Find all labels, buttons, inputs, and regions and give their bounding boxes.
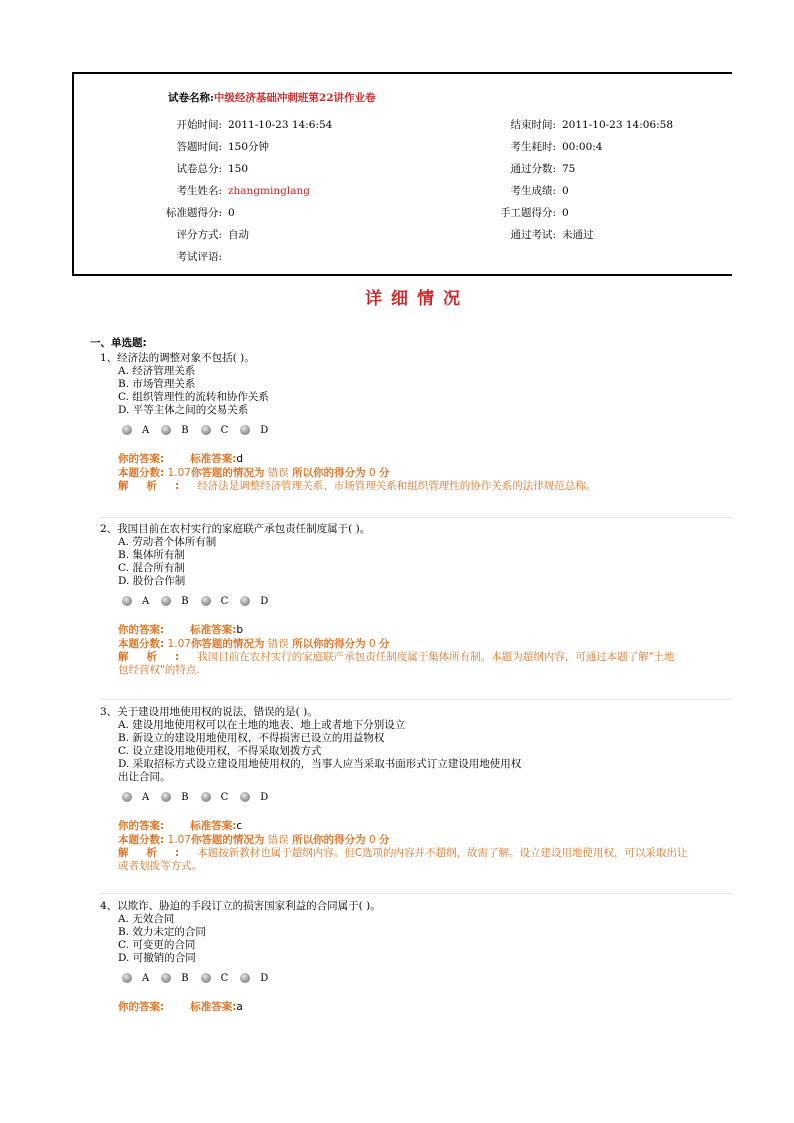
score-row <box>118 466 732 480</box>
answer-row <box>118 452 732 466</box>
score-status: 错误 <box>267 834 289 846</box>
std-answer-label: 标准答案: <box>190 820 237 832</box>
radio-letter: B <box>181 791 189 803</box>
question-option: B. 市场管理关系 <box>118 378 196 390</box>
your-answer-label: 你的答案: <box>118 453 165 465</box>
explanation-label: 解析: <box>118 651 198 663</box>
radio-letter: D <box>260 595 269 607</box>
question-option: A. 经济管理关系 <box>118 365 196 377</box>
std-answer-label: 标准答案: <box>190 624 237 636</box>
answer-row <box>118 623 732 637</box>
radio-letter: A <box>142 424 150 436</box>
score-got: 0 <box>368 834 376 846</box>
score-points: 1.07 <box>167 467 191 479</box>
explanation-line <box>118 651 732 664</box>
question-option: C. 可变更的合同 <box>118 939 196 951</box>
grade-label: 考生成绩: <box>510 185 556 197</box>
radio-button-d[interactable] <box>240 425 250 435</box>
answer-row <box>118 819 732 833</box>
passed-value: 未通过 <box>562 229 594 241</box>
radio-letter: C <box>220 424 229 436</box>
question-option: C. 设立建设用地使用权，不得采取划拨方式 <box>118 745 322 757</box>
radio-letter: A <box>142 972 150 984</box>
question-stem: 3、关于建设用地使用权的说法，错误的是( )。 <box>100 706 318 718</box>
used-label: 考生耗时: <box>510 141 556 153</box>
comment-label: 考试评语: <box>176 251 222 263</box>
question-option: D. 股份合作制 <box>118 575 186 587</box>
radio-letter: D <box>260 972 269 984</box>
question-stem: 2、我国目前在农村实行的家庭联产承包责任制度属于( )。 <box>100 523 371 535</box>
score-points: 1.07 <box>167 638 191 650</box>
method-label: 评分方式: <box>176 229 222 241</box>
question-item <box>100 706 732 873</box>
score-status: 错误 <box>267 638 289 650</box>
total-value: 150 <box>228 163 249 175</box>
question-option: D. 采取招标方式设立建设用地使用权的，当事人应当采取书面形式订立建设用地使用权 <box>118 758 522 770</box>
score-suffix: 所以你的得分为 <box>292 834 366 846</box>
detail-title: 详细情况 <box>365 289 469 309</box>
method-value: 自动 <box>228 229 249 241</box>
std-score-value: 0 <box>228 207 235 219</box>
radio-button-c[interactable] <box>201 792 211 802</box>
radio-letter: B <box>181 595 189 607</box>
question-divider <box>100 699 732 700</box>
radio-button-a[interactable] <box>122 596 132 606</box>
score-points: 1.07 <box>167 834 191 846</box>
answer-radio-group <box>122 422 732 438</box>
radio-button-b[interactable] <box>161 596 171 606</box>
manual-score-value: 0 <box>562 207 569 219</box>
score-got: 0 <box>368 467 376 479</box>
paper-name-label: 试卷名称: <box>168 92 214 104</box>
end-label: 结束时间: <box>510 119 556 131</box>
duration-label: 答题时间: <box>176 141 222 153</box>
radio-button-b[interactable] <box>161 973 171 983</box>
your-answer-label: 你的答案: <box>118 1001 165 1013</box>
std-answer-value: d <box>236 453 244 465</box>
paper-name-value: 中级经济基础冲刺班第22讲作业卷 <box>213 92 376 104</box>
score-row <box>118 637 732 651</box>
radio-button-c[interactable] <box>201 596 211 606</box>
explanation-text: 本题按新教材也属于超纲内容。但C选项的内容并不超纲，故需了解。设立建设用地使用权，可以采取出让 <box>197 847 688 859</box>
question-divider <box>100 893 732 894</box>
radio-letter: C <box>220 791 229 803</box>
score-row <box>118 833 732 847</box>
name-value: zhangminglang <box>228 185 310 197</box>
question-option: C. 混合所有制 <box>118 562 185 574</box>
score-unit: 分 <box>379 834 390 846</box>
score-label: 本题分数: <box>118 638 165 650</box>
score-got: 0 <box>368 638 376 650</box>
score-label: 本题分数: <box>118 467 165 479</box>
radio-button-d[interactable] <box>240 792 250 802</box>
std-answer-label: 标准答案: <box>190 453 237 465</box>
explanation-label: 解析: <box>118 847 198 859</box>
explanation-text: 包经营权"的特点. <box>118 664 200 676</box>
radio-letter: B <box>181 972 189 984</box>
radio-button-a[interactable] <box>122 792 132 802</box>
explanation-text: 我国目前在农村实行的家庭联产承包责任制度属于集体所有制。本题为超纲内容，可通过本题了解"土地 <box>197 651 675 663</box>
question-stem: 1、经济法的调整对象不包括( )。 <box>100 352 255 364</box>
radio-button-d[interactable] <box>240 973 250 983</box>
radio-letter: D <box>260 791 269 803</box>
paper-name-row <box>168 91 376 105</box>
question-option: D. 可撤销的合同 <box>118 952 196 964</box>
std-score-label: 标准题得分: <box>165 207 222 219</box>
answer-row <box>118 1000 732 1014</box>
answer-radio-group <box>122 970 732 986</box>
std-answer-value: c <box>236 820 243 832</box>
score-mid: 你答题的情况为 <box>190 467 265 479</box>
score-suffix: 所以你的得分为 <box>292 638 366 650</box>
std-answer-label: 标准答案: <box>190 1001 237 1013</box>
explanation-line <box>118 480 732 493</box>
question-item <box>100 900 732 1014</box>
passed-label: 通过考试: <box>510 229 556 241</box>
answer-radio-group <box>122 789 732 805</box>
your-answer-label: 你的答案: <box>118 624 165 636</box>
end-value: 2011-10-23 14:06:58 <box>562 119 674 131</box>
manual-score-label: 手工题得分: <box>499 207 556 219</box>
question-item <box>100 523 732 677</box>
duration-value: 150分钟 <box>228 141 270 153</box>
question-option: C. 组织管理性的流转和协作关系 <box>118 391 269 403</box>
explanation-line <box>118 664 732 677</box>
name-label: 考生姓名: <box>176 185 222 197</box>
radio-letter: C <box>220 972 229 984</box>
radio-button-a[interactable] <box>122 425 132 435</box>
radio-button-c[interactable] <box>201 973 211 983</box>
radio-button-b[interactable] <box>161 425 171 435</box>
explanation-text: 经济法是调整经济管理关系、市场管理关系和组织管理性的协作关系的法律规范总称。 <box>197 480 597 492</box>
std-answer-value: b <box>236 624 244 636</box>
radio-letter: D <box>260 424 269 436</box>
radio-button-b[interactable] <box>161 792 171 802</box>
question-stem: 4、以欺诈、胁迫的手段订立的损害国家利益的合同属于( )。 <box>100 900 381 912</box>
explanation-label: 解析: <box>118 480 198 492</box>
score-unit: 分 <box>379 467 390 479</box>
question-item <box>100 352 732 493</box>
question-option: B. 新设立的建设用地使用权，不得损害已设立的用益物权 <box>118 732 385 744</box>
start-label: 开始时间: <box>176 119 222 131</box>
start-value: 2011-10-23 14:6:54 <box>228 119 333 131</box>
radio-letter: A <box>142 595 150 607</box>
radio-button-c[interactable] <box>201 425 211 435</box>
pass-value: 75 <box>562 163 576 175</box>
radio-letter: C <box>220 595 229 607</box>
question-option: B. 效力未定的合同 <box>118 926 206 938</box>
explanation-line <box>118 860 732 873</box>
score-status: 错误 <box>267 467 289 479</box>
score-unit: 分 <box>379 638 390 650</box>
your-answer-label: 你的答案: <box>118 820 165 832</box>
answer-radio-group <box>122 593 732 609</box>
used-value: 00:00:4 <box>562 141 603 153</box>
question-option: 出让合同。 <box>118 771 171 783</box>
question-option: A. 劳动者个体所有制 <box>118 536 217 548</box>
radio-letter: B <box>181 424 189 436</box>
score-mid: 你答题的情况为 <box>190 834 265 846</box>
std-answer-value: a <box>236 1001 243 1013</box>
question-option: A. 无效合同 <box>118 913 175 925</box>
question-option: A. 建设用地使用权可以在土地的地表、地上或者地下分别设立 <box>118 719 406 731</box>
grade-value: 0 <box>562 185 569 197</box>
pass-label: 通过分数: <box>510 163 556 175</box>
score-suffix: 所以你的得分为 <box>292 467 366 479</box>
question-option: B. 集体所有制 <box>118 549 185 561</box>
radio-letter: A <box>142 791 150 803</box>
explanation-text: 或者划拨等方式。 <box>118 860 202 872</box>
question-divider <box>100 517 732 518</box>
question-option: D. 平等主体之间的交易关系 <box>118 404 249 416</box>
radio-button-a[interactable] <box>122 973 132 983</box>
radio-button-d[interactable] <box>240 596 250 606</box>
total-label: 试卷总分: <box>176 163 222 175</box>
score-mid: 你答题的情况为 <box>190 638 265 650</box>
section-title: 一、单选题: <box>90 337 147 349</box>
explanation-line <box>118 847 732 860</box>
score-label: 本题分数: <box>118 834 165 846</box>
